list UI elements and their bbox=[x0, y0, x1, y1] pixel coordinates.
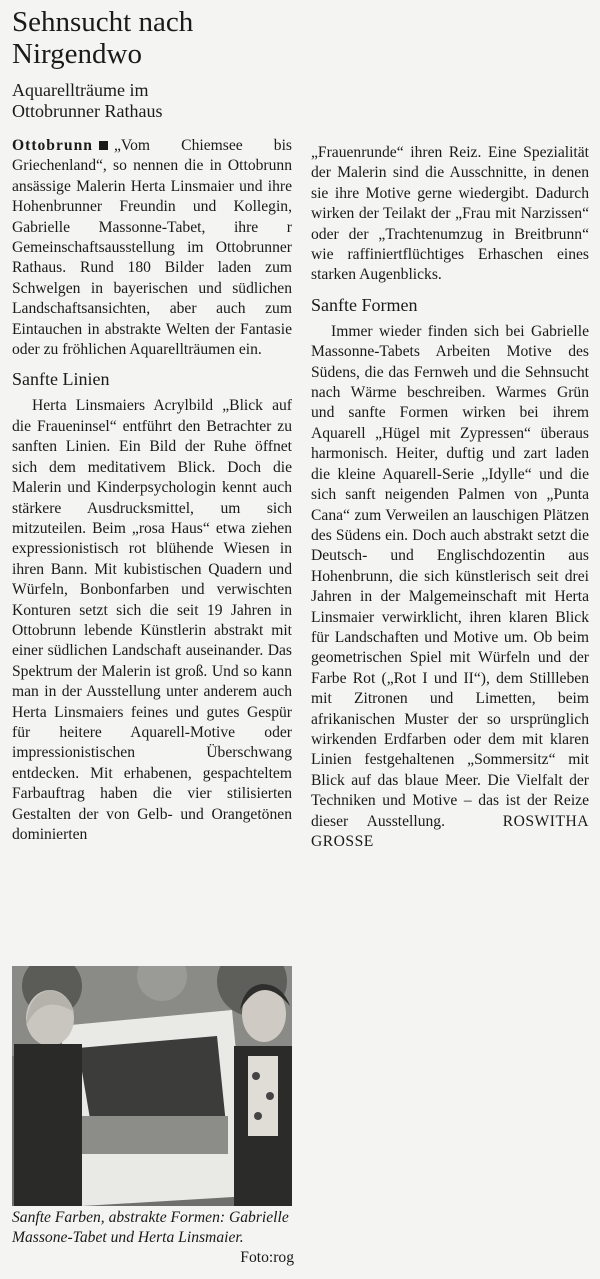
section-linien-body: Herta Linsmaiers Acrylbild „Blick auf die Fraueninsel“ entführt den Betrachter zu sanften Linien. Ein Bild der Ruhe öffnet sich dem meditativem Blick. Doch die Malerin und Kinderpsychologin kennt auch stärkere Ausdrucksmittel, um sich mitzuteilen. Beim „rosa Haus“ etwa ziehen expressionistisch rot blühende Wiesen in ihren Bann. Mit kubistischen Quadern und Würfeln, Bonbonfarben und verwischten Konturen setzt sich die seit 19 Jahren in Ottobrunn lebende Künstlerin abstrakt mit einer südlichen Landschaft auseinander. Das Spektrum der Malerin ist groß. Und so kann man in der Ausstellung unter anderem auch Herta Linsmaiers feines und gutes Gespür für heitere Aquarell-Motive oder impressionistischen Überschwang entdecken. Mit erhabenen, gespachteltem Farbauftrag haben die vier stilisierten Gestalten der von Gelb- und Orangetönen dominierten bbox=[12, 397, 292, 843]
photo-illustration bbox=[12, 966, 292, 1206]
photo-credit: Foto:rog bbox=[240, 1249, 294, 1266]
section-heading-formen: Sanfte Formen bbox=[311, 294, 418, 315]
headline-line1: Sehnsucht nach bbox=[12, 6, 194, 38]
article-photo bbox=[12, 966, 292, 1206]
section-heading-linien: Sanfte Linien bbox=[12, 369, 110, 390]
subheadline bbox=[12, 80, 302, 122]
headline-line2: Nirgendwo bbox=[12, 38, 142, 70]
subhead-line2: Ottobrunner Rathaus bbox=[12, 101, 163, 121]
dateline: Ottobrunn bbox=[12, 137, 93, 154]
section-formen-text: Immer wieder finden sich bei Gabrielle Massonne-Tabets Arbeiten Motive des Südens, die das Fernweh und die Sehnsucht nach Wärme beschreiben. Warmes Grün und sanfte Formen wirken bei ihrem Aquarell „Hügel mit Zypressen“ überaus harmonisch. Heiter, duftig und zart laden die kleine Aquarell-Serie „Idylle“ und die sich sanft neigenden Palmen von „Punta Cana“ zum Verweilen an lauschigen Plätzen des Südens ein. Doch auch abstrakt setzt die Deutsch- und Englischdozentin aus Hohenbrunn, die sich künstlerisch seit drei Jahren in der Malgemeinschaft mit Herta Linsmaier verwirklicht, ihren klaren Blick für Landschaften und Motive um. Ob beim geometrischen Spiel mit Würfeln und der Farbe Rot („Rot I und II“), dem Stillleben mit Zitronen und Limetten, beim afrikanischen Muster der so ursprünglich wirkenden Erdfarben oder dem mit klaren Linien festgehaltenen „Sommersitz“ mit Blick auf das blaue Meer. Die Vielfalt der Techniken und Motive – das ist der Reize dieser Ausstellung. bbox=[311, 322, 589, 830]
left-column bbox=[12, 136, 292, 845]
caption-text: Sanfte Farben, abstrakte Formen: Gabrielle Massone-Tabet und Herta Linsmaier. bbox=[12, 1209, 289, 1246]
headline bbox=[12, 6, 302, 70]
section-formen-body bbox=[311, 322, 589, 853]
subhead-line1: Aquarellträume im bbox=[12, 80, 149, 100]
author-byline: ROSWITHA GROSSE bbox=[311, 812, 589, 850]
frauenrunde-paragraph: „Frauenrunde“ ihren Reiz. Eine Spezialität der Malerin sind die Ausschnitte, in denen sie ihre Motive gerne wiedergibt. Dadurch wirken der Teilakt der „Frau mit Narzissen“ oder der „Trachtenumzug in Breitbrunn“ wie raffiniertflüchtiges Erhaschen eines starken Augenblicks. bbox=[311, 144, 589, 284]
right-column bbox=[311, 143, 589, 852]
intro-text: „Vom Chiemsee bis Griechenland“, so nennen die in Ottobrunn ansässige Malerin Herta Linsmaier und ihre Hohenbrunner Freundin und Kollegin, Gabrielle Massonne-Tabet, ihre r Gemeinschaftsausstellung im Ottobrunner Rathaus. Rund 180 Bilder laden zum Schwelgen in bayerischen und südlichen Landschaftsansichten, aber auch zum Eintauchen in abstrakte Welten der Fantasie oder zu fröhlichen Aquarellträumen ein. bbox=[12, 137, 292, 359]
intro-paragraph bbox=[12, 136, 292, 360]
dateline-square-icon bbox=[99, 141, 108, 150]
photo-caption bbox=[12, 1208, 294, 1268]
